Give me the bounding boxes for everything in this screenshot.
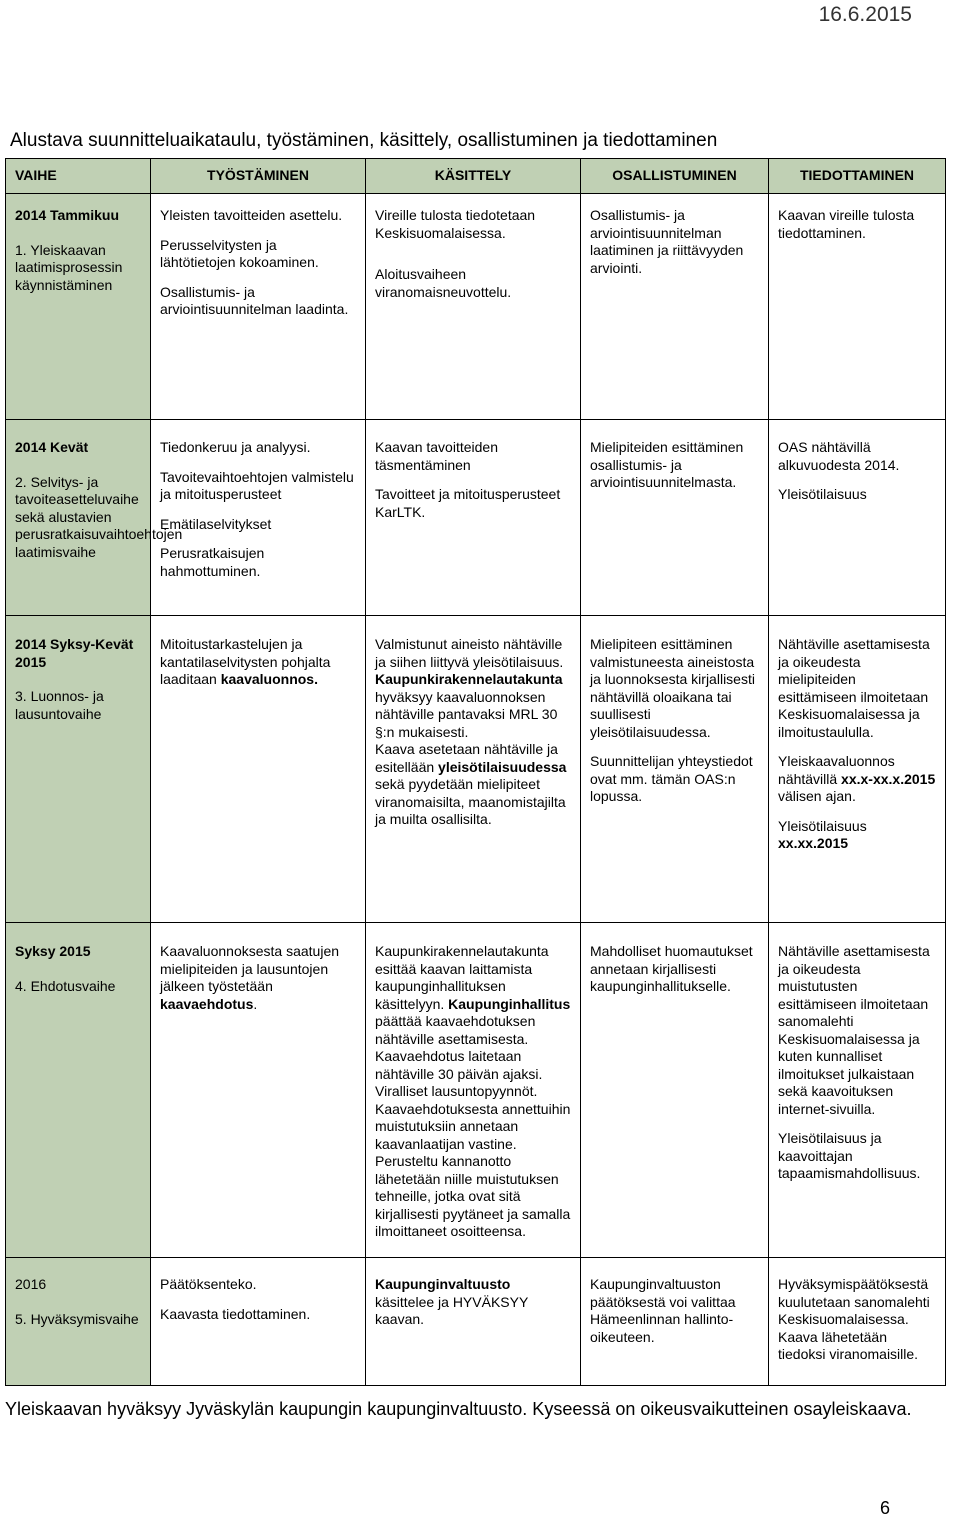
work-item bbox=[160, 943, 356, 1013]
phase-description: 2. Selvitys- ja tavoiteasetteluvaihe sekä alustavien perusratkaisuvaihtoehtojen laatimisvaihe bbox=[15, 473, 183, 560]
processing-item bbox=[375, 671, 571, 741]
processing-item: Vireille tulosta tiedotetaan Keskisuomalaisessa. bbox=[375, 207, 536, 241]
phase-cell bbox=[6, 1258, 151, 1386]
processing-item: Tavoitteet ja mitoitusperusteet KarLTK. bbox=[375, 486, 561, 520]
document-title: Alustava suunnitteluaikataulu, työstäminen, käsittely, osallistuminen ja tiedottaminen bbox=[10, 130, 718, 151]
info-cell bbox=[769, 420, 946, 616]
work-text: . bbox=[253, 995, 258, 1012]
phase-title: Syksy 2015 bbox=[15, 943, 91, 959]
processing-text-bold: Kaupunginhallitus bbox=[448, 995, 571, 1012]
processing-item bbox=[375, 741, 571, 829]
phase-description: 3. Luonnos- ja lausuntovaihe bbox=[15, 688, 104, 722]
phase-cell bbox=[6, 923, 151, 1258]
processing-text: käsittelee ja HYVÄKSYY kaavan. bbox=[375, 1293, 529, 1327]
info-item: Nähtäville asettamisesta ja oikeudesta mielipiteiden esittämiseen ilmoitetaan Keskisuomalaisessa ja ilmoitustaululla. bbox=[778, 636, 930, 740]
info-item bbox=[778, 818, 936, 853]
column-header-info: TIEDOTTAMINEN bbox=[769, 159, 946, 194]
phase-description: 5. Hyväksymisvaihe bbox=[15, 1310, 139, 1327]
column-header-phase: VAIHE bbox=[6, 159, 151, 194]
participation-cell bbox=[581, 616, 769, 923]
work-cell bbox=[151, 1258, 366, 1386]
table-row bbox=[6, 194, 946, 420]
column-header-participation: OSALLISTUMINEN bbox=[581, 159, 769, 194]
info-cell bbox=[769, 1258, 946, 1386]
processing-cell bbox=[366, 420, 581, 616]
processing-cell bbox=[366, 923, 581, 1258]
processing-cell bbox=[366, 194, 581, 420]
processing-text: päättää kaavaehdotuksen nähtäville asettamisesta. Kaavaehdotus laitetaan nähtäville 30 päivän ajaksi. Viralliset lausuntopyynnöt. Kaavaehdotuksesta annettuihin muistutuksiin annetaan kaavanlaatijan vastine. Perusteltu kannanotto lähetetään niille muistutuksen tehneille, jotka ovat sitä kirjallisesti pyytäneet ja samalla ilmoittaneet osoitteensa. bbox=[375, 1013, 571, 1239]
info-item: Yleisötilaisuus bbox=[778, 486, 867, 502]
info-item: OAS nähtävillä alkuvuodesta 2014. bbox=[778, 439, 900, 473]
work-cell bbox=[151, 923, 366, 1258]
participation-cell bbox=[581, 923, 769, 1258]
processing-item bbox=[375, 1276, 571, 1329]
participation-cell bbox=[581, 194, 769, 420]
table-row bbox=[6, 1258, 946, 1386]
phase-title: 2014 Syksy-Kevät 2015 bbox=[15, 636, 134, 670]
work-text: Mitoitustarkastelujen ja kantatilaselvitysten pohjalta laaditaan bbox=[160, 636, 331, 687]
phase-cell bbox=[6, 194, 151, 420]
processing-text: Kaava asetetaan nähtäville ja esitellään bbox=[375, 741, 558, 775]
info-cell bbox=[769, 194, 946, 420]
column-header-work: TYÖSTÄMINEN bbox=[151, 159, 366, 194]
participation-item: Mielipiteiden esittäminen osallistumis- ja arviointisuunnitelmasta. bbox=[590, 439, 744, 490]
work-item: Perusselvitysten ja lähtötietojen kokoaminen. bbox=[160, 236, 319, 270]
processing-text-bold: yleisötilaisuudessa bbox=[438, 758, 567, 775]
info-item: Yleisötilaisuus ja kaavoittajan tapaamismahdollisuus. bbox=[778, 1130, 921, 1181]
participation-item: Mielipiteen esittäminen valmistuneesta aineistosta ja luonnoksesta kirjallisesti nähtävillä oloaikana tai suullisesti yleisötilaisuudessa. bbox=[590, 636, 755, 740]
table-header-row bbox=[6, 159, 946, 194]
phase-title: 2014 Tammikuu bbox=[15, 207, 120, 223]
processing-item: Valmistunut aineisto nähtäville ja siihen liittyvä yleisötilaisuus. bbox=[375, 636, 564, 670]
table-row bbox=[6, 923, 946, 1258]
work-text-bold: kaavaehdotus bbox=[160, 995, 254, 1012]
info-text-bold: xx.xx.2015 bbox=[778, 835, 849, 851]
phase-cell bbox=[6, 420, 183, 616]
processing-text-bold: Kaupunkirakennelautakunta bbox=[375, 671, 563, 687]
work-cell bbox=[151, 194, 366, 420]
work-item: Emätilaselvitykset bbox=[160, 515, 272, 532]
work-item bbox=[160, 636, 356, 689]
processing-item: Kaavan tavoitteiden täsmentäminen bbox=[375, 439, 498, 473]
info-cell bbox=[769, 923, 946, 1258]
work-cell bbox=[151, 616, 366, 923]
info-text: Yleisötilaisuus bbox=[778, 817, 867, 834]
participation-item: Mahdolliset huomautukset annetaan kirjallisesti kaupunginhallitukselle. bbox=[590, 943, 753, 994]
info-item: Kaavan vireille tulosta tiedottaminen. bbox=[778, 207, 915, 241]
info-text: Yleiskaavaluonnos nähtävillä bbox=[778, 753, 895, 787]
processing-item: Aloitusvaiheen viranomaisneuvottelu. bbox=[375, 266, 512, 300]
info-item: Hyväksymispäätöksestä kuulutetaan sanomalehti Keskisuomalaisessa. Kaava lähetetään tiedoksi viranomaisille. bbox=[778, 1276, 930, 1362]
work-item: Kaavasta tiedottaminen. bbox=[160, 1305, 311, 1322]
info-text-bold: xx.x-xx.x.2015 bbox=[841, 770, 936, 787]
work-item: Yleisten tavoitteiden asettelu. bbox=[160, 207, 343, 223]
participation-item: Kaupunginvaltuuston päätöksestä voi valittaa Hämeenlinnan hallinto-oikeuteen. bbox=[590, 1276, 736, 1345]
work-item: Tiedonkeruu ja analyysi. bbox=[160, 439, 311, 455]
participation-item: Osallistumis- ja arviointisuunnitelman laatiminen ja riittävyyden arviointi. bbox=[590, 207, 744, 276]
processing-item bbox=[375, 943, 571, 1241]
participation-cell bbox=[581, 1258, 769, 1386]
participation-item: Suunnittelijan yhteystiedot ovat mm. tämän OAS:n lopussa. bbox=[590, 753, 753, 804]
info-item bbox=[778, 753, 936, 806]
processing-cell bbox=[366, 616, 581, 923]
work-item: Tavoitevaihtoehtojen valmistelu ja mitoitusperusteet bbox=[160, 468, 354, 502]
processing-text: hyväksyy kaavaluonnoksen nähtäville pantavaksi MRL 30 §:n mukaisesti. bbox=[375, 688, 558, 740]
work-cell bbox=[151, 420, 366, 616]
page-number: 6 bbox=[879, 1498, 890, 1518]
participation-cell bbox=[581, 420, 769, 616]
info-text: välisen ajan. bbox=[778, 788, 856, 804]
header-date: 16.6.2015 bbox=[818, 3, 912, 26]
footnote: Yleiskaavan hyväksyy Jyväskylän kaupungin kaupunginvaltuusto. Kyseessä on oikeusvaikutteinen osayleiskaava. bbox=[5, 1399, 912, 1419]
phase-cell bbox=[6, 616, 151, 923]
processing-text-bold: Kaupunginvaltuusto bbox=[375, 1276, 511, 1292]
processing-cell bbox=[366, 1258, 581, 1386]
processing-text: sekä pyydetään mielipiteet viranomaisilta, maanomistajilta ja muilta osallisilta. bbox=[375, 776, 566, 827]
work-item: Perusratkaisujen hahmottuminen. bbox=[160, 545, 265, 579]
table-row bbox=[6, 616, 946, 923]
work-item: Osallistumis- ja arviointisuunnitelman laadinta. bbox=[160, 283, 349, 317]
column-header-processing: KÄSITTELY bbox=[366, 159, 581, 194]
phase-title: 2014 Kevät bbox=[15, 439, 89, 455]
info-item: Nähtäville asettamisesta ja oikeudesta muistutusten esittämiseen ilmoitetaan sanomalehti Keskisuomalaisessa ja kuten kunnalliset ilmoitukset julkaistaan sekä kaavoituksen internet-sivuilla. bbox=[778, 943, 930, 1117]
phase-description: 1. Yleiskaavan laatimisprosessin käynnistäminen bbox=[15, 241, 123, 293]
work-text: Kaavaluonnoksesta saatujen mielipiteiden ja lausuntojen jälkeen työstetään bbox=[160, 943, 340, 994]
work-text-bold: kaavaluonnos. bbox=[220, 671, 318, 687]
work-item: Päätöksenteko. bbox=[160, 1276, 257, 1292]
table-row bbox=[6, 420, 946, 616]
processing-text: Kaupunkirakennelautakunta esittää kaavan laittamista kaupunginhallituksen käsittelyyn. bbox=[375, 943, 549, 1012]
schedule-table bbox=[5, 158, 946, 1386]
phase-title: 2016 bbox=[15, 1276, 47, 1292]
phase-description: 4. Ehdotusvaihe bbox=[15, 977, 116, 994]
info-cell bbox=[769, 616, 946, 923]
